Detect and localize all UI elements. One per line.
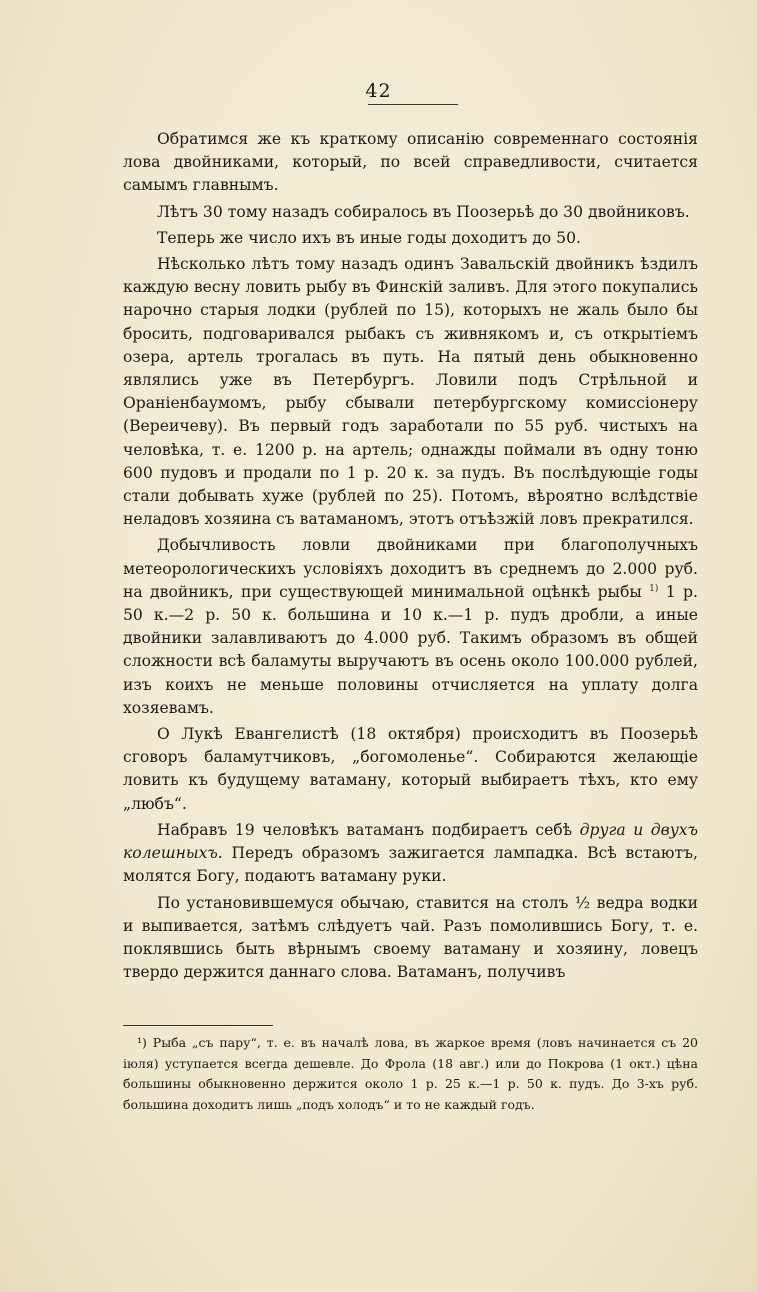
paragraph-6: О Лукѣ Евангелистѣ (18 октября) происходитъ въ Поозерьѣ сговоръ баламутчиковъ, „богомоленье“. Собираются желающіе ловить къ будущему ватаману, который выбираетъ тѣхъ, кто ему „любъ“. bbox=[123, 725, 698, 813]
page-number-rule bbox=[368, 104, 458, 105]
paragraph-7-rest: Передъ образомъ зажигается лампадка. Всѣ встаютъ, молятся Богу, подаютъ ватаману руки. bbox=[123, 844, 698, 886]
footnote-text: ¹) Рыба „съ пару“, т. е. въ началѣ лова, въ жаркое время (ловъ начинается съ 20 іюля) уступается всегда дешевле. До Фрола (18 авг.) или до Покрова (1 окт.) цѣна большины обыкновенно держится около 1 р. 25 к.—1 р. 50 к. пудъ. До 3-хъ руб. большина доходитъ лишь „подъ холодъ“ и то не каждый годъ. bbox=[123, 1035, 698, 1112]
paragraph-3: Теперь же число ихъ въ иные годы доходитъ до 50. bbox=[157, 228, 581, 247]
paragraph-7-start: Набравъ 19 человѣкъ ватаманъ подбираетъ себѣ bbox=[157, 820, 573, 839]
paragraph-1: Обратимся же къ краткому описанію современнаго состоянія лова двойниками, который, по всей справедливости, считается самымъ главнымъ. bbox=[123, 130, 698, 195]
paragraph-4: Нѣсколько лѣтъ тому назадъ одинъ Завальскій двойникъ ѣздилъ каждую весну ловить рыбу въ Финскій заливъ. Для этого покупались нарочно старыя лодки (рублей по 15), которыхъ не жаль было бы бросить, подговаривался рыбакъ съ живнякомъ и, съ открытіемъ озера, артель трогалась въ путь. На пятый день обыкновенно являлись уже въ Петербургъ. Ловили подъ Стрѣльной и Ораніенбаумомъ, рыбу сбывали петербургскому комиссіонеру (Вереичеву). Въ первый годъ заработали по 55 руб. чистыхъ на человѣка, т. е. 1200 р. на артель; однажды поймали въ одну тоню 600 пудовъ и продали по 1 р. 20 к. за пудъ. Въ послѣдующіе годы стали добывать хуже (рублей по 25). Потомъ, вѣроятно вслѣдствіе неладовъ хозяина съ ватаманомъ, этотъ отъѣзжій ловъ прекратился. bbox=[123, 255, 698, 529]
main-text bbox=[123, 128, 698, 987]
paragraph-8: По установившемуся обычаю, ставится на столъ ½ ведра водки и выпивается, затѣмъ слѣдуетъ чай. Разъ помолившись Богу, т. е. поклявшись быть вѣрнымъ своему ватаману и хозяину, ловецъ твердо держится даннаго слова. Ватаманъ, получивъ bbox=[123, 893, 698, 982]
footnote-marker: 1) bbox=[649, 583, 659, 594]
footnote-rule bbox=[123, 1025, 273, 1026]
paragraph-7 bbox=[123, 819, 698, 889]
paragraph-7-italic: друга и двухъ колешныхъ. bbox=[123, 820, 698, 863]
footnote bbox=[123, 1033, 698, 1115]
paragraph-5-start: Добычливость ловли двойниками при благополучныхъ метеорологическихъ условіяхъ доходитъ въ среднемъ до 2.000 руб. на двойникъ, при существующей минимальной оцѣнкѣ рыбы bbox=[123, 536, 698, 601]
paragraph-2: Лѣтъ 30 тому назадъ собиралось въ Поозерьѣ до 30 двойниковъ. bbox=[157, 202, 690, 221]
page-number: 42 bbox=[365, 80, 392, 102]
paragraph-5 bbox=[123, 534, 698, 720]
paragraph-5-rest: 1 р. 50 к.—2 р. 50 к. большина и 10 к.—1 р. пудъ дробли, а иные двойники залавливаютъ до 4.000 руб. Такимъ образомъ въ общей сложности всѣ баламуты выручаютъ въ осень около 100.000 рублей, изъ коихъ не меньше половины отчисляется на уплату долга хозяевамъ. bbox=[123, 582, 698, 717]
